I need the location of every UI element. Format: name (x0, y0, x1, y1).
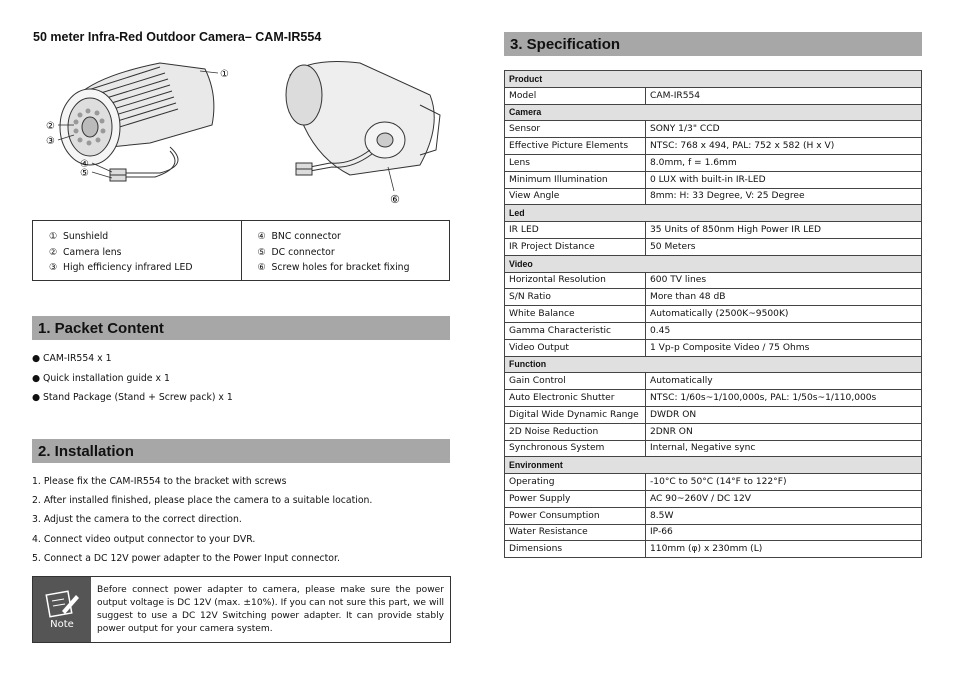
table-row (505, 222, 922, 239)
table-cell-label: Gain Control (505, 373, 646, 390)
table-cell-value: IP-66 (646, 524, 922, 541)
table-cell-label: Operating (505, 474, 646, 491)
list-item: 1. Please fix the CAM-IR554 to the bracket with screws (32, 476, 287, 487)
table-cell-value: 35 Units of 850nm High Power IR LED (646, 222, 922, 239)
camera-rear-illustration (270, 55, 450, 215)
table-row (505, 507, 922, 524)
table-group-row (505, 457, 922, 474)
table-row (505, 188, 922, 205)
table-cell-label: Lens (505, 154, 646, 171)
table-row (505, 154, 922, 171)
section-packet-content-heading: 1. Packet Content (32, 316, 450, 340)
table-cell-value: NTSC: 768 x 494, PAL: 752 x 582 (H x V) (646, 138, 922, 155)
table-row (505, 339, 922, 356)
document-title: 50 meter Infra-Red Outdoor Camera– CAM-IR554 (33, 30, 322, 44)
table-cell-value: -10°C to 50°C (14°F to 122°F) (646, 474, 922, 491)
table-cell-label: Effective Picture Elements (505, 138, 646, 155)
list-item: 5. Connect a DC 12V power adapter to the Power Input connector. (32, 552, 340, 564)
table-group-row (505, 71, 922, 88)
part-item: ① Sunshield (49, 231, 109, 242)
table-cell-value: SONY 1/3" CCD (646, 121, 922, 138)
table-cell-value: 8mm: H: 33 Degree, V: 25 Degree (646, 188, 922, 205)
list-item: ● CAM-IR554 x 1 (32, 353, 112, 364)
table-cell-label: View Angle (505, 188, 646, 205)
parts-legend-left (33, 221, 241, 280)
table-cell-value: More than 48 dB (646, 289, 922, 306)
table-cell-label: Sensor (505, 121, 646, 138)
table-row (505, 322, 922, 339)
callout-2: ② (46, 121, 55, 132)
table-cell-value: 1 Vp-p Composite Video / 75 Ohms (646, 339, 922, 356)
table-row (505, 306, 922, 323)
list-item: ● Stand Package (Stand + Screw pack) x 1 (32, 392, 233, 403)
table-cell-label: IR LED (505, 222, 646, 239)
table-cell-label: Gamma Characteristic (505, 322, 646, 339)
table-group-header: Video (505, 255, 922, 272)
table-cell-label: Synchronous System (505, 440, 646, 457)
table-group-row (505, 205, 922, 222)
table-group-header: Environment (505, 457, 922, 474)
note-box (32, 576, 451, 643)
table-cell-label: Dimensions (505, 541, 646, 558)
table-row (505, 406, 922, 423)
note-icon (33, 577, 91, 642)
table-row (505, 138, 922, 155)
table-cell-value: Automatically (646, 373, 922, 390)
table-row (505, 272, 922, 289)
callout-6: ⑥ (390, 193, 400, 206)
specification-table (504, 70, 922, 558)
table-row (505, 490, 922, 507)
pencil-paper-icon (44, 589, 80, 619)
table-row (505, 373, 922, 390)
table-cell-label: Digital Wide Dynamic Range (505, 406, 646, 423)
table-cell-label: Power Consumption (505, 507, 646, 524)
table-row (505, 474, 922, 491)
table-cell-label: White Balance (505, 306, 646, 323)
callout-4: ④ (80, 159, 89, 170)
table-row (505, 524, 922, 541)
table-cell-label: Power Supply (505, 490, 646, 507)
table-cell-value: Automatically (2500K~9500K) (646, 306, 922, 323)
part-item: ⑤ DC connector (257, 246, 335, 258)
table-cell-value: DWDR ON (646, 406, 922, 423)
table-cell-label: Model (505, 87, 646, 104)
table-row (505, 440, 922, 457)
table-cell-value: 8.0mm, f = 1.6mm (646, 154, 922, 171)
table-cell-label: Auto Electronic Shutter (505, 390, 646, 407)
list-item: 3. Adjust the camera to the correct direction. (32, 514, 242, 526)
table-row (505, 541, 922, 558)
table-group-header: Product (505, 71, 922, 88)
list-item: 2. After installed finished, please place the camera to a suitable location. (32, 495, 373, 507)
table-cell-value: Internal, Negative sync (646, 440, 922, 457)
callout-5: ⑤ (80, 168, 89, 179)
section-installation-heading: 2. Installation (32, 439, 450, 463)
camera-front-illustration (40, 55, 240, 190)
table-cell-value: 2DNR ON (646, 423, 922, 440)
table-cell-value: 8.5W (646, 507, 922, 524)
table-cell-label: Video Output (505, 339, 646, 356)
part-item: ② Camera lens (49, 246, 122, 258)
table-row (505, 171, 922, 188)
table-row (505, 238, 922, 255)
table-row (505, 390, 922, 407)
part-item: ③ High efficiency infrared LED (49, 262, 193, 273)
note-text: Before connect power adapter to camera, please make sure the power output voltage is DC 12V (max. ±10%). If you can not sure this part, we will suggest to use a DC 12V Switching power adapter. It can provide stably power output for your camera system. (97, 585, 444, 634)
table-cell-label: Water Resistance (505, 524, 646, 541)
packet-content-list (32, 349, 233, 408)
part-item: ④ BNC connector (257, 231, 341, 242)
callout-1: ① (220, 69, 229, 80)
table-cell-label: Minimum Illumination (505, 171, 646, 188)
table-cell-label: 2D Noise Reduction (505, 423, 646, 440)
table-cell-label: IR Project Distance (505, 238, 646, 255)
parts-legend-right (241, 221, 450, 280)
table-group-header: Camera (505, 104, 922, 121)
table-group-row (505, 255, 922, 272)
table-group-row (505, 104, 922, 121)
table-row (505, 423, 922, 440)
table-group-header: Led (505, 205, 922, 222)
table-cell-value: 0 LUX with built-in IR-LED (646, 171, 922, 188)
table-cell-value: CAM-IR554 (646, 87, 922, 104)
table-cell-value: 110mm (φ) x 230mm (L) (646, 541, 922, 558)
part-item: ⑥ Screw holes for bracket fixing (257, 262, 410, 273)
table-cell-label: S/N Ratio (505, 289, 646, 306)
table-row (505, 289, 922, 306)
table-cell-value: NTSC: 1/60s~1/100,000s, PAL: 1/50s~1/110,000s (646, 390, 922, 407)
table-cell-value: 0.45 (646, 322, 922, 339)
note-label: Note (50, 619, 74, 630)
table-cell-value: AC 90~260V / DC 12V (646, 490, 922, 507)
table-group-header: Function (505, 356, 922, 373)
section-specification-heading: 3. Specification (504, 32, 922, 56)
table-group-row (505, 356, 922, 373)
callout-3: ③ (46, 136, 55, 147)
table-cell-label: Horizontal Resolution (505, 272, 646, 289)
table-cell-value: 600 TV lines (646, 272, 922, 289)
table-cell-value: 50 Meters (646, 238, 922, 255)
list-item: 4. Connect video output connector to your DVR. (32, 533, 256, 545)
installation-steps (32, 472, 372, 568)
table-row (505, 121, 922, 138)
table-row (505, 87, 922, 104)
parts-legend (32, 220, 450, 281)
list-item: ● Quick installation guide x 1 (32, 372, 170, 384)
